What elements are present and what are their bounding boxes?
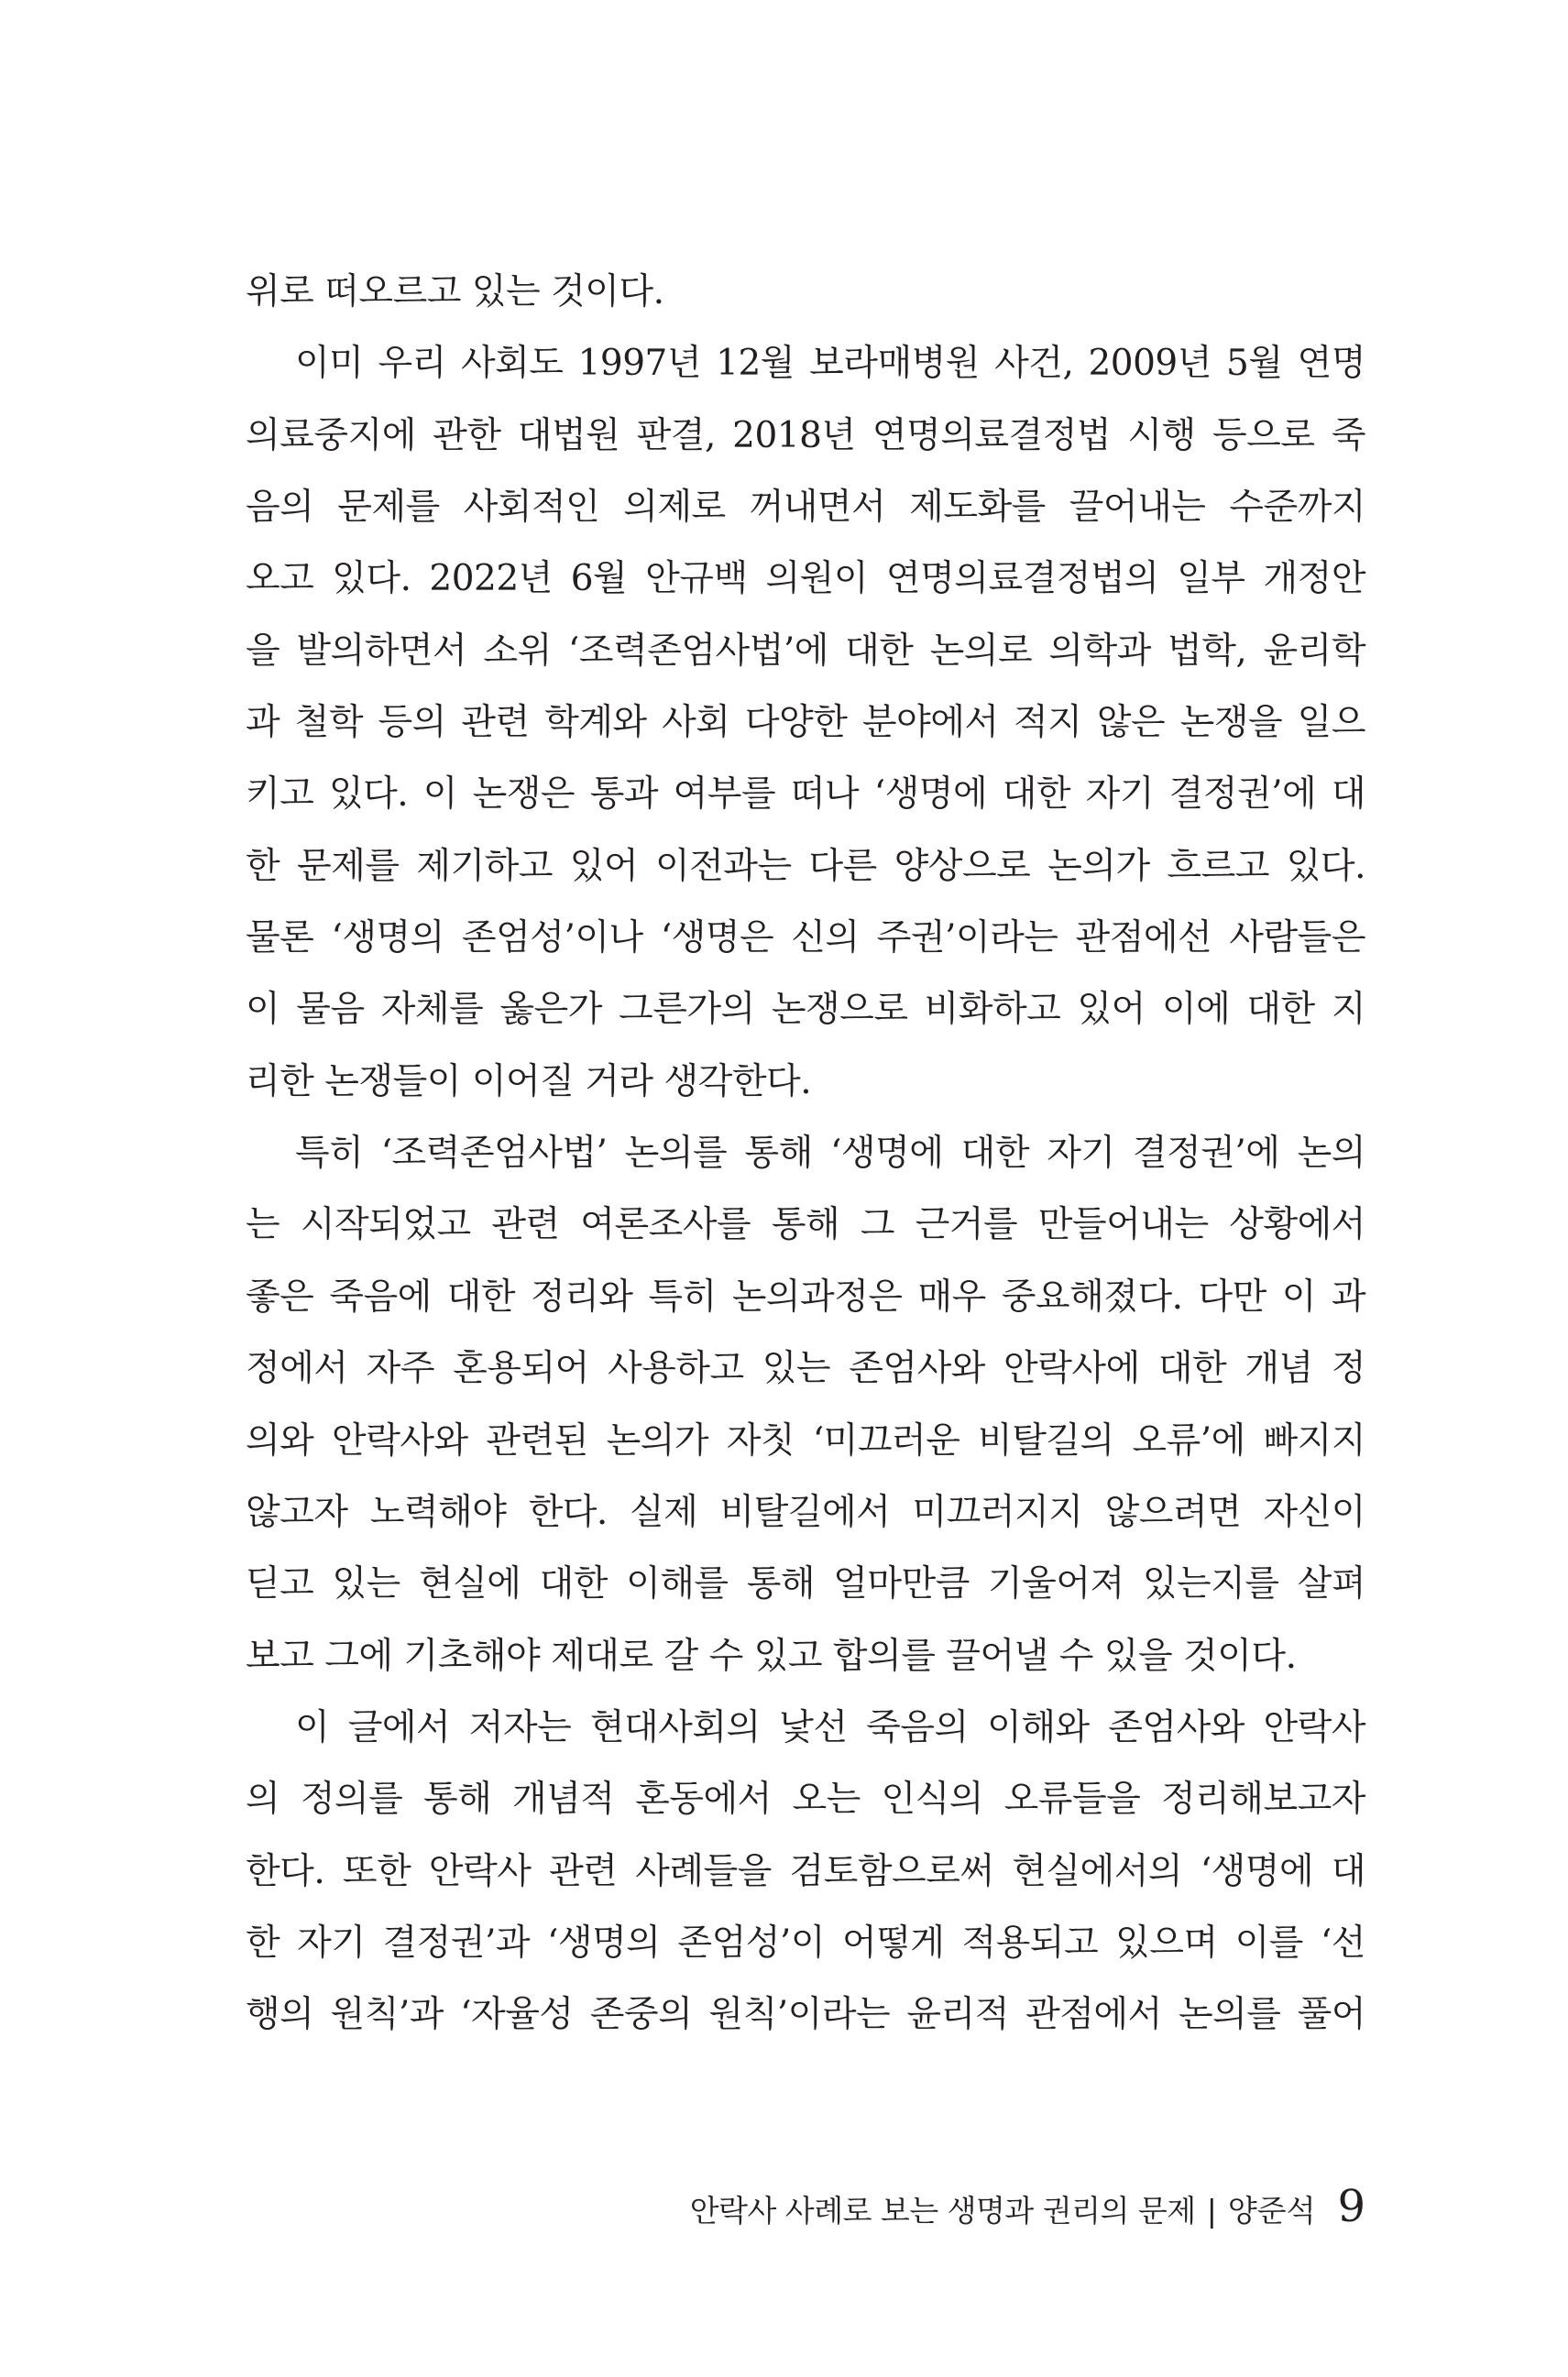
- text-line: 행의 원칙’과 ‘자율성 존중의 원칙’이라는 윤리적 관점에서 논의를 풀어: [246, 1994, 1365, 2036]
- text-line: 딛고 있는 현실에 대한 이해를 통해 얼마만큼 기울어져 있는지를 살펴: [246, 1563, 1365, 1605]
- text-line: 정에서 자주 혼용되어 사용하고 있는 존엄사와 안락사에 대한 개념 정: [246, 1348, 1365, 1390]
- text-line: 이 글에서 저자는 현대사회의 낯선 죽음의 이해와 존엄사와 안락사: [295, 1706, 1365, 1748]
- text-line: 의와 안락사와 관련된 논의가 자칫 ‘미끄러운 비탈길의 오류’에 빠지지: [246, 1419, 1365, 1462]
- text-line: 이 물음 자체를 옳은가 그른가의 논쟁으로 비화하고 있어 이에 대한 지: [246, 989, 1365, 1031]
- author-name: 양준석: [1227, 2193, 1316, 2229]
- text-line: 한 자기 결정권’과 ‘생명의 존엄성’이 어떻게 적용되고 있으며 이를 ‘선: [246, 1922, 1365, 1964]
- text-line: 이미 우리 사회도 1997년 12월 보라매병원 사건, 2009년 5월 연명: [295, 343, 1365, 385]
- text-line: 의 정의를 통해 개념적 혼동에서 오는 인식의 오류들을 정리해보고자: [246, 1779, 1365, 1821]
- text-line: 음의 문제를 사회적인 의제로 꺼내면서 제도화를 끌어내는 수준까지: [246, 487, 1365, 529]
- footer-separator: |: [1206, 2193, 1217, 2229]
- text-line: 한 문제를 제기하고 있어 이전과는 다른 양상으로 논의가 흐르고 있다.: [246, 845, 1365, 887]
- text-line: 의료중지에 관한 대법원 판결, 2018년 연명의료결정법 시행 등으로 죽: [246, 414, 1365, 456]
- text-line: 보고 그에 기초해야 제대로 갈 수 있고 합의를 끌어낼 수 있을 것이다.: [246, 1635, 1297, 1677]
- text-line: 오고 있다. 2022년 6월 안규백 의원이 연명의료결정법의 일부 개정안: [246, 558, 1365, 600]
- text-line: 을 발의하면서 소위 ‘조력존엄사법’에 대한 논의로 의학과 법학, 윤리학: [246, 630, 1365, 672]
- text-line: 한다. 또한 안락사 관련 사례들을 검토함으로써 현실에서의 ‘생명에 대: [246, 1850, 1365, 1892]
- text-line: 특히 ‘조력존엄사법’ 논의를 통해 ‘생명에 대한 자기 결정권’에 논의: [295, 1133, 1365, 1175]
- page-number: 9: [1337, 2181, 1365, 2232]
- text-line: 않고자 노력해야 한다. 실제 비탈길에서 미끄러지지 않으려면 자신이: [246, 1491, 1365, 1533]
- text-line: 키고 있다. 이 논쟁은 통과 여부를 떠나 ‘생명에 대한 자기 결정권’에 대: [246, 773, 1365, 816]
- running-title: 안락사 사례로 보는 생명과 권리의 문제: [689, 2193, 1196, 2229]
- text-line: 과 철학 등의 관련 학계와 사회 다양한 분야에서 적지 않은 논쟁을 일으: [246, 702, 1365, 744]
- text-line: 는 시작되었고 관련 여론조사를 통해 그 근거를 만들어내는 상황에서: [246, 1204, 1365, 1246]
- text-line: 리한 논쟁들이 이어질 거라 생각한다.: [246, 1060, 812, 1102]
- text-line: 좋은 죽음에 대한 정리와 특히 논의과정은 매우 중요해졌다. 다만 이 과: [246, 1276, 1365, 1318]
- text-line: 물론 ‘생명의 존엄성’이나 ‘생명은 신의 주권’이라는 관점에선 사람들은: [246, 917, 1365, 959]
- body-text: [246, 264, 1365, 2059]
- page-footer: [690, 2181, 1365, 2232]
- text-line: 위로 떠오르고 있는 것이다.: [246, 271, 664, 312]
